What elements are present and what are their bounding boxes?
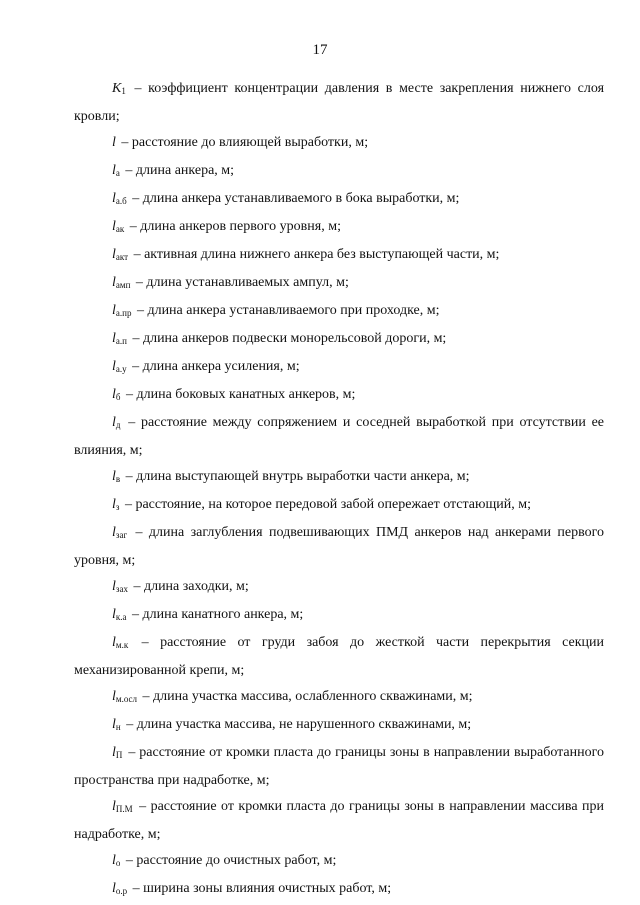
symbol: l [112,607,116,622]
symbol-subscript: в [115,474,121,484]
symbol: l [112,497,116,512]
symbol: l [112,853,116,868]
definition-entry [74,794,604,848]
symbol-subscript: а.п [115,336,127,346]
symbol-subscript: д [115,420,121,430]
definition-entry [74,602,604,630]
definition-entry [74,76,604,130]
definition-entry [74,158,604,186]
symbol-subscript: ак [115,224,125,234]
definition-text: – длина анкеров первого уровня, м; [129,219,341,234]
definition-text: – длина участка массива, ослабленного скважинами, м; [142,689,473,704]
symbol-subscript: П [115,750,123,760]
definition-text: – длина анкера усиления, м; [132,359,300,374]
symbol-subscript: о.р [115,886,128,896]
definition-entry [74,214,604,242]
definition-entry [74,574,604,602]
symbol: l [112,331,116,346]
symbol: l [112,135,116,150]
symbol-subscript: акт [115,252,129,262]
symbol-subscript: м.к [115,640,129,650]
symbol: l [112,275,116,290]
definition-entry [74,492,604,520]
symbol-subscript: а [115,168,120,178]
symbol: K [112,81,122,96]
symbol: l [112,163,116,178]
definition-text: – длина заходки, м; [133,579,249,594]
symbol-subscript: а.у [115,364,127,374]
symbol-subscript: П.М [115,804,133,814]
symbol: l [112,219,116,234]
symbol: l [112,635,116,650]
symbol-subscript: 1 [121,86,126,96]
definition-text: – расстояние от груди забоя до жесткой части перекрытия секции механизированной крепи, м; [74,635,604,678]
symbol-subscript: зах [115,584,128,594]
definition-text: – длина боковых канатных анкеров, м; [125,387,356,402]
definitions-list [74,76,604,904]
definition-entry [74,712,604,740]
symbol-subscript: н [115,722,121,732]
definition-text: – длина заглубления подвешивающих ПМД анкеров над анкерами первого уровня, м; [74,525,604,568]
definition-entry [74,130,604,158]
definition-entry [74,684,604,712]
symbol: l [112,303,116,318]
symbol: l [112,881,116,896]
symbol-subscript: о [115,858,121,868]
symbol: l [112,415,116,430]
definition-text: – длина анкера устанавливаемого при проходке, м; [136,303,440,318]
definition-text: – расстояние до очистных работ, м; [125,853,337,868]
page-number: 17 [312,42,328,58]
symbol: l [112,387,116,402]
definition-text: – длина анкера устанавливаемого в бока выработки, м; [132,191,460,206]
symbol-subscript: м.осл [115,694,138,704]
symbol: l [112,191,116,206]
symbol-subscript: а.пр [115,308,132,318]
definition-entry [74,186,604,214]
symbol: l [112,525,116,540]
definition-entry [74,876,604,904]
symbol: l [112,689,116,704]
definition-entry [74,298,604,326]
definition-text: – расстояние от кромки пласта до границы зоны в направлении массива при надработке, м; [74,799,605,842]
definition-entry [74,464,604,492]
symbol-subscript: амп [115,280,131,290]
definition-text: – расстояние до влияющей выработки, м; [121,135,369,150]
symbol: l [112,469,116,484]
definition-entry [74,270,604,298]
definition-text: – расстояние между сопряжением и соседней выработкой при отсутствии ее влияния, м; [74,415,605,458]
definition-text: – расстояние от кромки пласта до границы зоны в направлении выработанного пространства при надработке, м; [74,745,605,788]
definition-entry [74,520,604,574]
definition-text: – длина выступающей внутрь выработки части анкера, м; [125,469,470,484]
definition-entry [74,740,604,794]
symbol: l [112,799,116,814]
definition-entry [74,354,604,382]
definition-text: – длина анкеров подвески монорельсовой дороги, м; [132,331,447,346]
definition-text: – длина устанавливаемых ампул, м; [135,275,349,290]
definition-entry [74,382,604,410]
symbol: l [112,745,116,760]
symbol-subscript: з [115,502,120,512]
symbol: l [112,247,116,262]
definition-text: – длина канатного анкера, м; [132,607,304,622]
symbol: l [112,579,116,594]
symbol-subscript: к.а [115,612,127,622]
symbol: l [112,359,116,374]
definition-text: – длина участка массива, не нарушенного скважинами, м; [126,717,472,732]
symbol: l [112,717,116,732]
definition-entry [74,848,604,876]
definition-text: – ширина зоны влияния очистных работ, м; [132,881,392,896]
definition-entry [74,242,604,270]
definition-text: – длина анкера, м; [125,163,235,178]
definition-entry [74,410,604,464]
definition-entry [74,630,604,684]
definition-entry [74,326,604,354]
definition-text: – активная длина нижнего анкера без выступающей части, м; [133,247,500,262]
definition-text: – расстояние, на которое передовой забой опережает отстающий, м; [124,497,531,512]
symbol-subscript: заг [115,530,128,540]
symbol-subscript: а.б [115,196,127,206]
definition-text: – коэффициент концентрации давления в месте закрепления нижнего слоя кровли; [74,81,605,124]
symbol-subscript: б [115,392,121,402]
